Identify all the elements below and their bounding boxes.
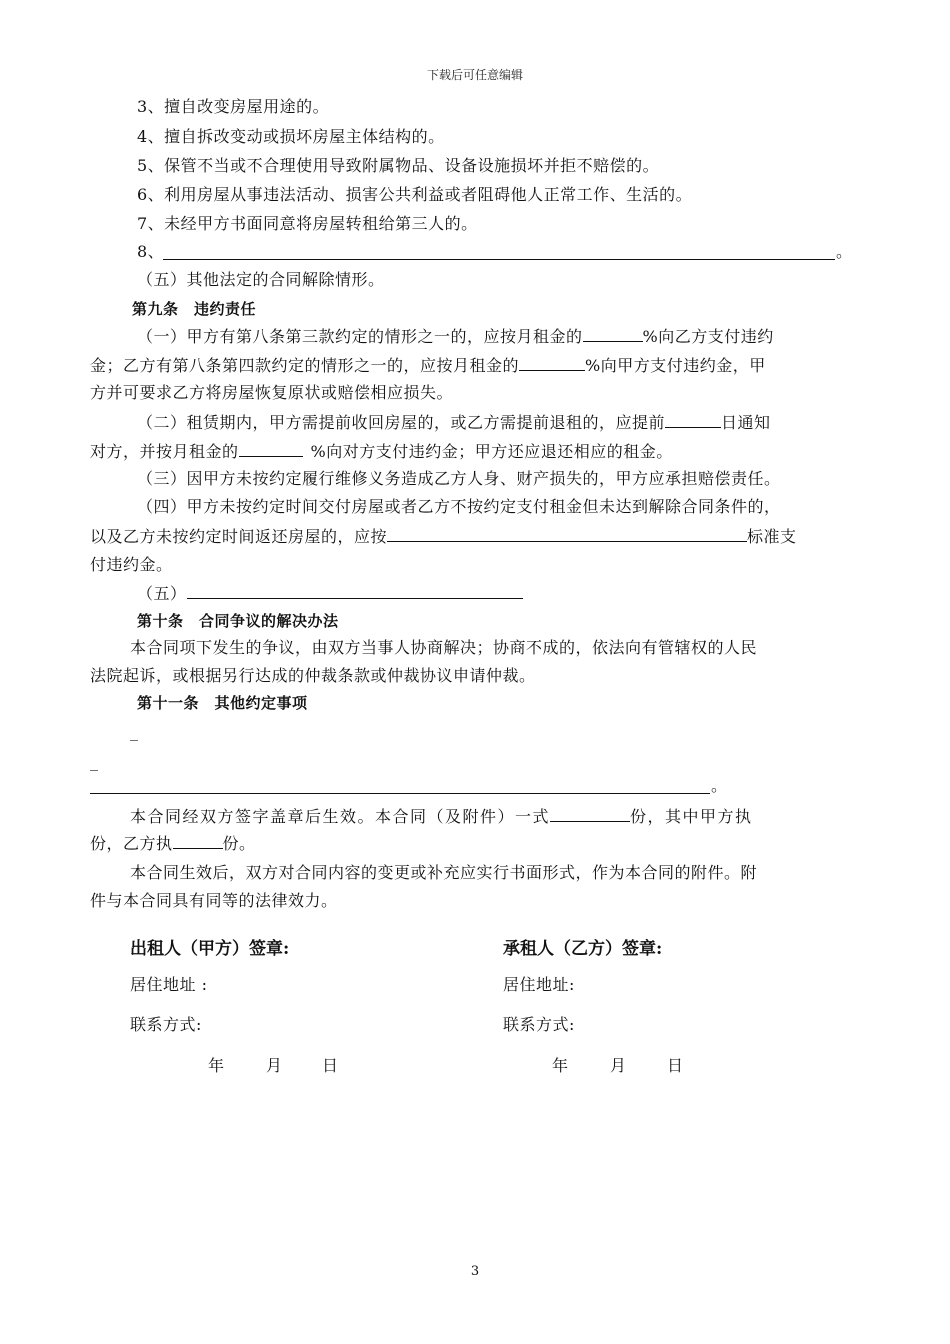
blank-line <box>187 583 523 599</box>
blank-line <box>173 833 223 849</box>
art9-p2-text-b: 日通知 <box>721 413 771 432</box>
termination-item-5: 5、保管不当或不合理使用导致附属物品、设备设施损坏并拒不赔偿的。 <box>137 156 660 175</box>
item-8-blank-line <box>163 259 835 260</box>
blank-line <box>665 412 721 428</box>
art9-p4-line1: （四）甲方未按约定时间交付房屋或者乙方不按约定支付租金但未达到解除合同条件的， <box>137 497 781 516</box>
page-number: 3 <box>470 1264 480 1279</box>
art9-p5 <box>137 583 523 604</box>
article-11-title: 第十一条 其他约定事项 <box>137 694 308 712</box>
art9-p1-text-b: %向乙方支付违约 <box>642 327 774 346</box>
art9-p1-text-d: %向甲方支付违约金，甲 <box>585 356 766 375</box>
page-header: 下载后可任意编辑 <box>426 68 523 82</box>
termination-item-3: 3、擅自改变房屋用途的。 <box>137 97 330 116</box>
art9-p1-line1 <box>137 326 774 347</box>
effect-line4: 件与本合同具有同等的法律效力。 <box>90 891 338 910</box>
art9-p1-text-c: 金；乙方有第八条第四款约定的情形之一的，应按月租金的 <box>90 356 520 375</box>
article-9-title: 第九条 违约责任 <box>132 300 257 318</box>
effect-text-d: 份。 <box>222 834 256 853</box>
termination-item-6: 6、利用房屋从事违法活动、损害公共利益或者阻碍他人正常工作、生活的。 <box>137 185 693 204</box>
lessor-signature-title: 出租人（甲方）签章: <box>130 939 290 959</box>
art11-blank-line <box>90 793 710 794</box>
lessee-signature-title: 承租人（乙方）签章: <box>503 939 663 959</box>
effect-text-c: 份，乙方执 <box>90 834 173 853</box>
termination-item-8-suffix: 。 <box>836 242 853 261</box>
lessor-address-label: 居住地址 : <box>130 975 208 994</box>
lessee-address-label: 居住地址: <box>503 975 575 994</box>
termination-item-8-prefix: 8、 <box>137 242 165 261</box>
lessor-date-day: 日 <box>322 1056 339 1075</box>
lessee-date-day: 日 <box>667 1056 684 1075</box>
lessor-contact-label: 联系方式: <box>130 1015 202 1034</box>
art9-p2-text-a: （二）租赁期内，甲方需提前收回房屋的，或乙方需提前退租的，应提前 <box>137 413 666 432</box>
article-10-title: 第十条 合同争议的解决办法 <box>137 612 339 630</box>
lessee-date-month: 月 <box>610 1056 627 1075</box>
art11-dash-1: _ <box>130 722 139 741</box>
art9-p4-text-b: 标准支 <box>747 527 797 546</box>
art9-p1-text-a: （一）甲方有第八条第三款约定的情形之一的，应按月租金的 <box>137 327 583 346</box>
lessor-date-year: 年 <box>208 1056 225 1075</box>
art9-p2-line1 <box>137 412 771 433</box>
lessor-date-month: 月 <box>266 1056 283 1075</box>
effect-line2 <box>90 833 256 854</box>
art9-p2-text-d: %向对方支付违约金；甲方还应退还相应的租金。 <box>310 442 673 461</box>
termination-item-7: 7、未经甲方书面同意将房屋转租给第三人的。 <box>137 214 478 233</box>
effect-text-a: 本合同经双方签字盖章后生效。本合同（及附件）一式 <box>130 807 551 826</box>
blank-line <box>583 326 643 342</box>
art10-line2: 法院起诉，或根据另行达成的仲裁条款或仲裁协议申请仲裁。 <box>90 666 536 685</box>
art9-p4-line2 <box>90 526 797 547</box>
blank-line <box>550 806 630 822</box>
blank-line <box>519 355 585 371</box>
art9-p2-text-c: 对方，并按月租金的 <box>90 442 239 461</box>
art9-p2-line2 <box>90 441 673 462</box>
blank-line <box>387 526 747 542</box>
termination-item-other: （五）其他法定的合同解除情形。 <box>137 270 385 289</box>
art9-p4-line3: 付违约金。 <box>90 555 173 574</box>
art9-p5-prefix: （五） <box>137 584 187 603</box>
art9-p1-line2 <box>90 355 766 376</box>
lessee-contact-label: 联系方式: <box>503 1015 575 1034</box>
art11-dash-2: _ <box>90 752 99 771</box>
termination-item-4: 4、擅自拆改变动或损坏房屋主体结构的。 <box>137 127 445 146</box>
lessee-date-year: 年 <box>552 1056 569 1075</box>
art9-p1-line3: 方并可要求乙方将房屋恢复原状或赔偿相应损失。 <box>90 383 454 402</box>
blank-line <box>239 441 303 457</box>
effect-text-b: 份，其中甲方执 <box>630 807 753 826</box>
effect-line3: 本合同生效后，双方对合同内容的变更或补充应实行书面形式，作为本合同的附件。附 <box>130 863 758 882</box>
art11-end: 。 <box>711 776 728 795</box>
art9-p3: （三）因甲方未按约定履行维修义务造成乙方人身、财产损失的，甲方应承担赔偿责任。 <box>137 469 781 488</box>
art10-line1: 本合同项下发生的争议，由双方当事人协商解决；协商不成的，依法向有管辖权的人民 <box>130 638 758 657</box>
art9-p4-text-a: 以及乙方未按约定时间返还房屋的，应按 <box>90 527 388 546</box>
effect-line1 <box>130 806 753 827</box>
